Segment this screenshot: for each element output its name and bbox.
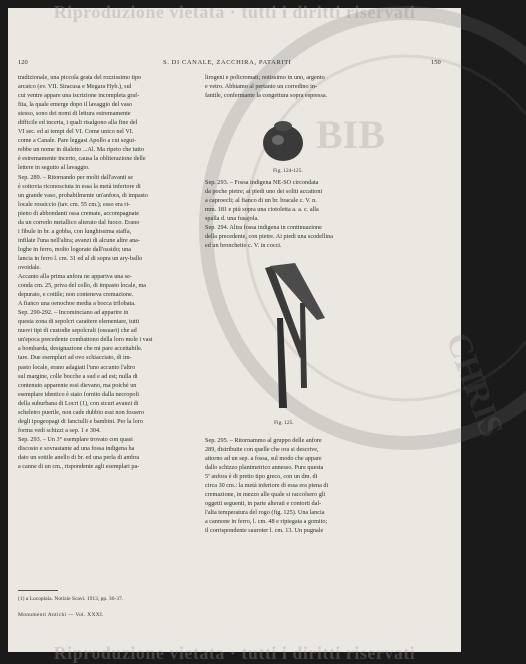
text-line: è estremamente incerto, causa la obliterazione delle <box>18 155 146 163</box>
text-line: rebbe un nome in dialetto ...Al. Ma ripeto che tutto <box>18 146 144 154</box>
text-line: forma vedi schizzi a sep. 1 e 304. <box>18 426 101 434</box>
text-line: pieno di abbondanti ossa cremate, accompagnate <box>18 209 139 217</box>
page-number-right: 150 <box>431 59 441 66</box>
text-line: stesso, sono dei nomi di lettura estremamente <box>18 110 131 118</box>
text-line: Sep. 294. Altra fossa indigena in continuazione <box>205 224 322 232</box>
text-line: degli ipogeopagi di fanciulli e bambini. Per la loro <box>18 417 143 425</box>
text-line: conda cm. 25, priva del collo, di impasto locale, ma <box>18 282 147 290</box>
footer-publication-line: Monumenti Antichi — Vol. XXXI. <box>18 612 104 618</box>
text-line: A fianco una oenochoe media a bocca trilobata. <box>18 300 136 308</box>
text-line: a caproecli; al fianco di un br. bracale c. V. n. <box>205 197 317 205</box>
right-text-column-top <box>205 73 381 100</box>
text-line: a canne di un cm., rispondente agli esemplari pa- <box>18 463 140 471</box>
text-line: ed un bronchetto c. V. in cocci. <box>205 242 282 250</box>
figure-124-vessel-image <box>258 108 308 168</box>
svg-text:BIB: BIB <box>316 112 385 157</box>
text-line: Sep. 293. – Un 3° esemplare trovato con quasi <box>18 435 133 443</box>
text-line: l'alta temperatura del rogo (fig. 125). Una lancia <box>205 509 325 517</box>
text-line: pasto locale, erano adagiati l'uno accanto l'altro <box>18 363 136 371</box>
text-line: discosto e sovrastante ad una fossa indigena ha <box>18 444 135 452</box>
right-text-column-mid <box>205 178 381 250</box>
text-line: dallo schizzo planimetrico annesso. Pure questa <box>205 464 324 472</box>
text-line: a cannone in ferro, l. cm. 48 e ripiegata a gomito; <box>205 518 328 526</box>
text-line: Accanto alla prima anfora ne appariva una se- <box>18 273 132 281</box>
footnote: (1) a Lucoplaia. Notizie Scavi. 1913, pp. 36-37. <box>18 596 124 602</box>
text-line: esemplare identico è stato fornito dalla necropoli <box>18 390 139 398</box>
watermark-top: Riproduzione vietata · tutti i diritti riservati <box>53 2 416 22</box>
text-line: circa 30 cm.: la metà inferiore di essa era piena di <box>205 482 329 490</box>
text-line: infilate l'una nell'altra; avanzi di alcune altre ana- <box>18 236 140 244</box>
text-line: da poche pietre; ai piedi uno dei soliti accattoni <box>205 188 323 196</box>
text-line: Sep. 290-292. – Incominciano ad apparire in <box>18 309 129 317</box>
text-line: locale rossiccio (tav. cm. 55 cm.); esso era ri- <box>18 200 131 208</box>
page-number-left: 120 <box>18 59 28 66</box>
text-line: tare. Due esemplari ad ovo schiacciato, di im- <box>18 354 132 362</box>
svg-text:CHRIS: CHRIS <box>438 328 511 442</box>
text-line: scheletro puerile, non cade dubbio essi non fossero <box>18 408 145 416</box>
text-line: il corrispondente sauroter l. cm. 13. Un pugnale <box>205 527 324 535</box>
text-line: arcaico (ev. VII. Siracusa e Megara Hyb.), sul <box>18 83 132 91</box>
text-line: nuovi tipi di custodie sepolcrali (ossuari) che ad <box>18 327 137 335</box>
document-page <box>8 2 511 663</box>
text-line: loghe in ferro, molto logorate dall'ossido; una <box>18 245 131 253</box>
footnote-rule <box>18 590 58 591</box>
text-line: VI sec. ed ai tempi del VI. Come unico nel VI. <box>18 128 134 136</box>
text-line: un'epoca precedente combattono della loro mole i vasi <box>18 336 153 344</box>
text-line: un grande vaso, probabilmente un'anfora, di impasto <box>18 191 148 199</box>
text-line: difficile ed incerta, i quali risalgono alla fine del <box>18 119 138 127</box>
text-line: fita, la quale emerge dopo il lavaggio del vaso <box>18 101 133 109</box>
watermark-bottom: Riproduzione vietata · tutti i diritti riservati <box>53 643 416 663</box>
text-line: da un corredo metallico alterato dal fuoco. Erano <box>18 218 140 226</box>
text-line: attorno ad un sep. a fossa, sul modo che appare <box>205 455 322 463</box>
text-line: spalla d. una fusajola. <box>205 215 259 223</box>
left-text-column <box>18 73 194 471</box>
text-line: fantile, confermante la congettura sopra espressa. <box>205 92 328 100</box>
text-line: è sottovia riconosciuta in essa la metà inferiore di <box>18 182 141 190</box>
text-line: Sep. 295. – Ritornammo al gruppo delle anfore <box>205 437 322 444</box>
text-line: cremazione, in mezzo alle quale si raccolsero gli <box>205 491 326 499</box>
text-line: 5ª anfora è di pretto tipo greco, con un dm. di <box>205 473 318 481</box>
text-line: lirogeni e policromati; notissimo in uno, argento <box>205 74 325 81</box>
text-line: dato un sottile anello di br. ed una perla di ambra <box>18 453 140 461</box>
text-line: oggetti seguenti, in parte alterati e contorti dal- <box>205 500 322 508</box>
text-line: contenuto apparente essi dievano, ma poiché un <box>18 381 137 389</box>
text-line: depurato, e cottile; non conteneva cremazione. <box>18 291 134 299</box>
text-line: cui ventre appare una iscrizione incompleta graf- <box>18 92 140 100</box>
figure-125-caption: Fig. 125. <box>274 420 294 426</box>
text-line: ovoidale. <box>18 263 41 271</box>
figure-125-metal-objects-image <box>245 258 345 418</box>
text-line: tradizionale, una piccola grata del rozzissimo tipo <box>18 74 142 81</box>
right-text-column-bottom <box>205 436 381 536</box>
text-line: della precedente, con pietre. Ai piedi una scodellina <box>205 233 333 241</box>
text-line: a bombarda, designazione che mi pare accettabile. <box>18 345 143 353</box>
text-line: questa zona di sepolcri carattere elementare, tutti <box>18 318 140 326</box>
running-title: S. DI CANALE, ZACCHIRA, PATARITI <box>163 59 292 66</box>
text-line: 289, distribuite con quelle che ora si descrive, <box>205 446 319 454</box>
text-line: Sep. 289. – Ritornando per molti dall'avanti se <box>18 173 134 181</box>
text-line: sul margine, colle bocche a sud e ad est; nulla di <box>18 372 138 380</box>
text-line: lancia in ferro l. cm. 31 ed al di sopra un ary-ballo <box>18 254 143 262</box>
text-line: i fibule in br. a gobba, con lunghissima staffa, <box>18 227 132 235</box>
text-line: mm. 181 e più sopra una ciotoletta a. a. c. alla <box>205 206 319 214</box>
text-line: come a Canale. Pare leggasi Apollo a cui segui- <box>18 137 137 145</box>
text-line: e vetro. Abbiamo al pertanto un corredino in- <box>205 83 318 91</box>
text-line: lettere in seguito al lavaggio. <box>18 164 90 172</box>
figure-124-caption: Fig. 124-125. <box>273 168 303 174</box>
text-line: Sep. 293. – Fossa indigena NE-SO circondata <box>205 179 319 186</box>
text-line: della suburbana di Locri (1), con sicuri avanzi di <box>18 399 139 407</box>
